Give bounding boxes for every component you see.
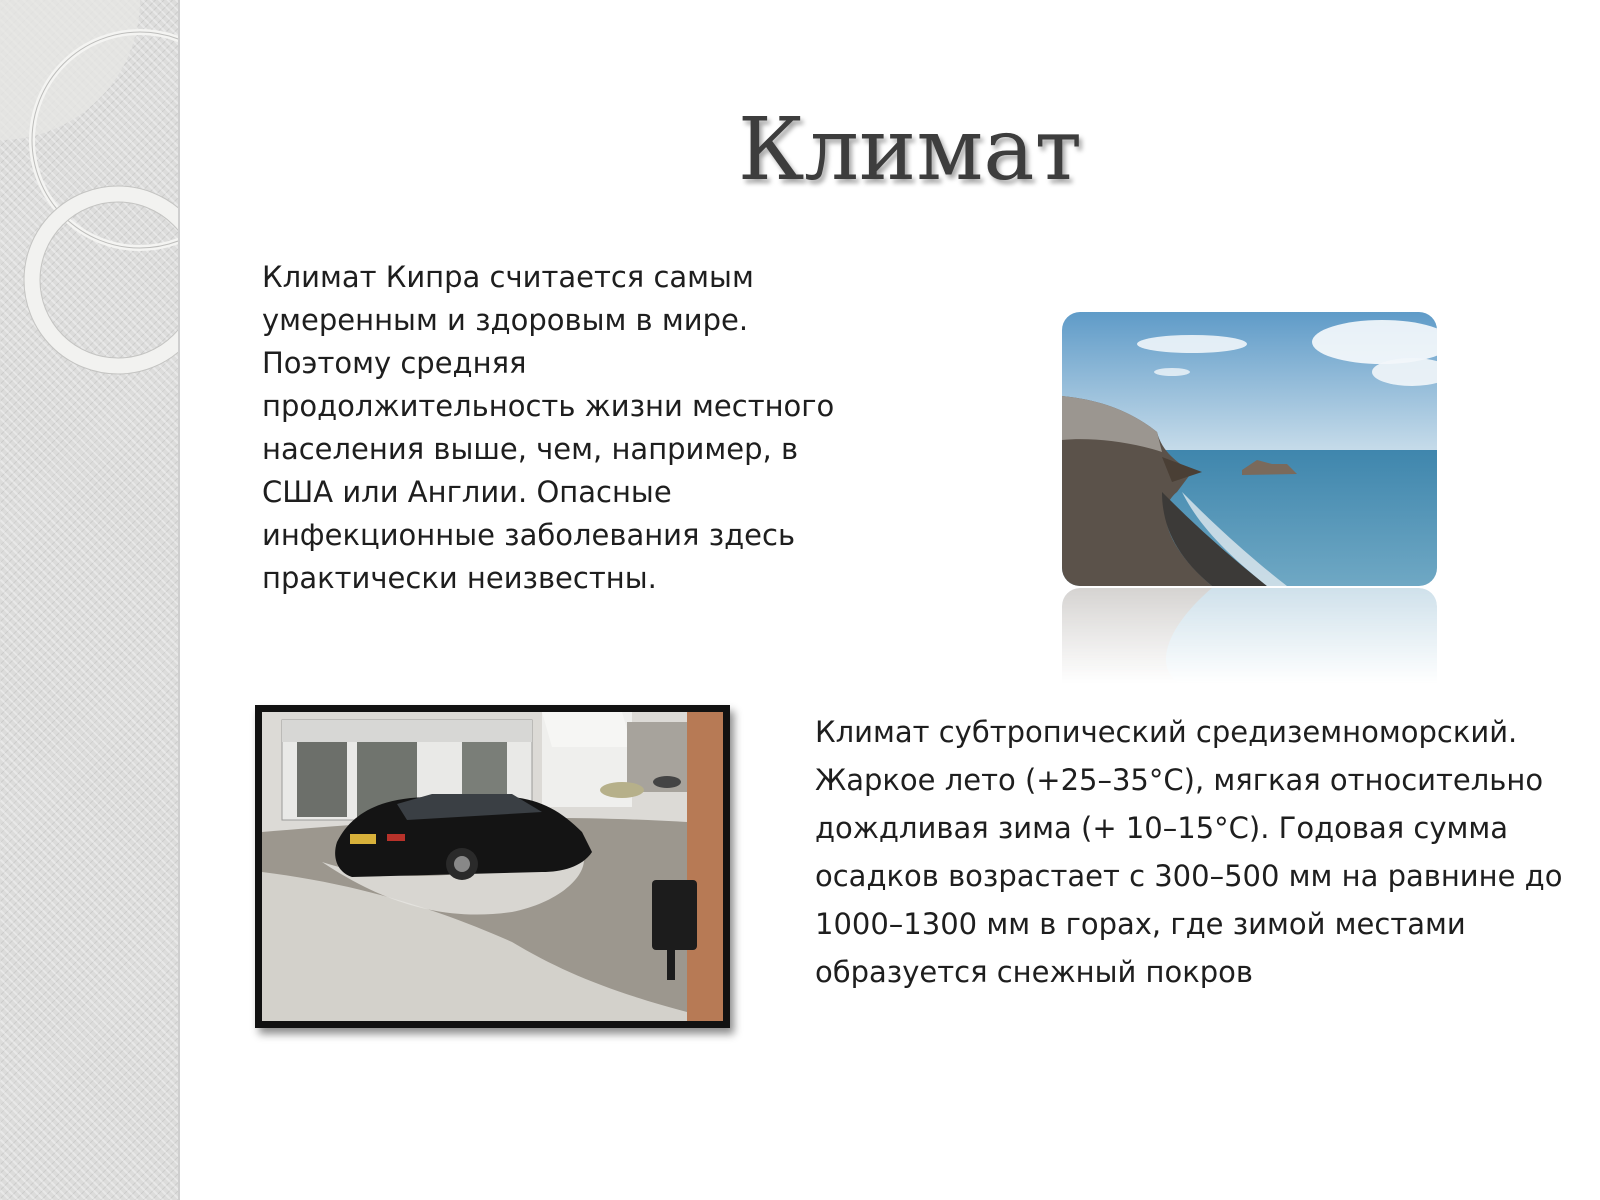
- coast-photo-group: [1062, 312, 1437, 672]
- decorative-circles: [0, 0, 178, 1200]
- climate-description-paragraph: Климат субтропический средиземноморский. Жаркое лето (+25–35°C), мягкая относительно дождливая зима (+ 10–15°C). Годовая сумма осадков возрастает с 300–500 мм на равнине до 1000–1300 мм в горах, где зимой местами образуется снежный покров: [815, 715, 1563, 989]
- decorative-side-panel: [0, 0, 180, 1200]
- life-expectancy-paragraph: Климат Кипра считается самым умеренным и здоровым в мире. Поэтому средняя продолжительность жизни местного населения выше, чем, например, в США или Англии. Опасные инфекционные заболевания здесь практически неизвестны.: [262, 260, 835, 595]
- flood-photo: [255, 705, 730, 1028]
- coast-photo: [1062, 312, 1437, 586]
- slide-title: Климат: [737, 100, 1083, 200]
